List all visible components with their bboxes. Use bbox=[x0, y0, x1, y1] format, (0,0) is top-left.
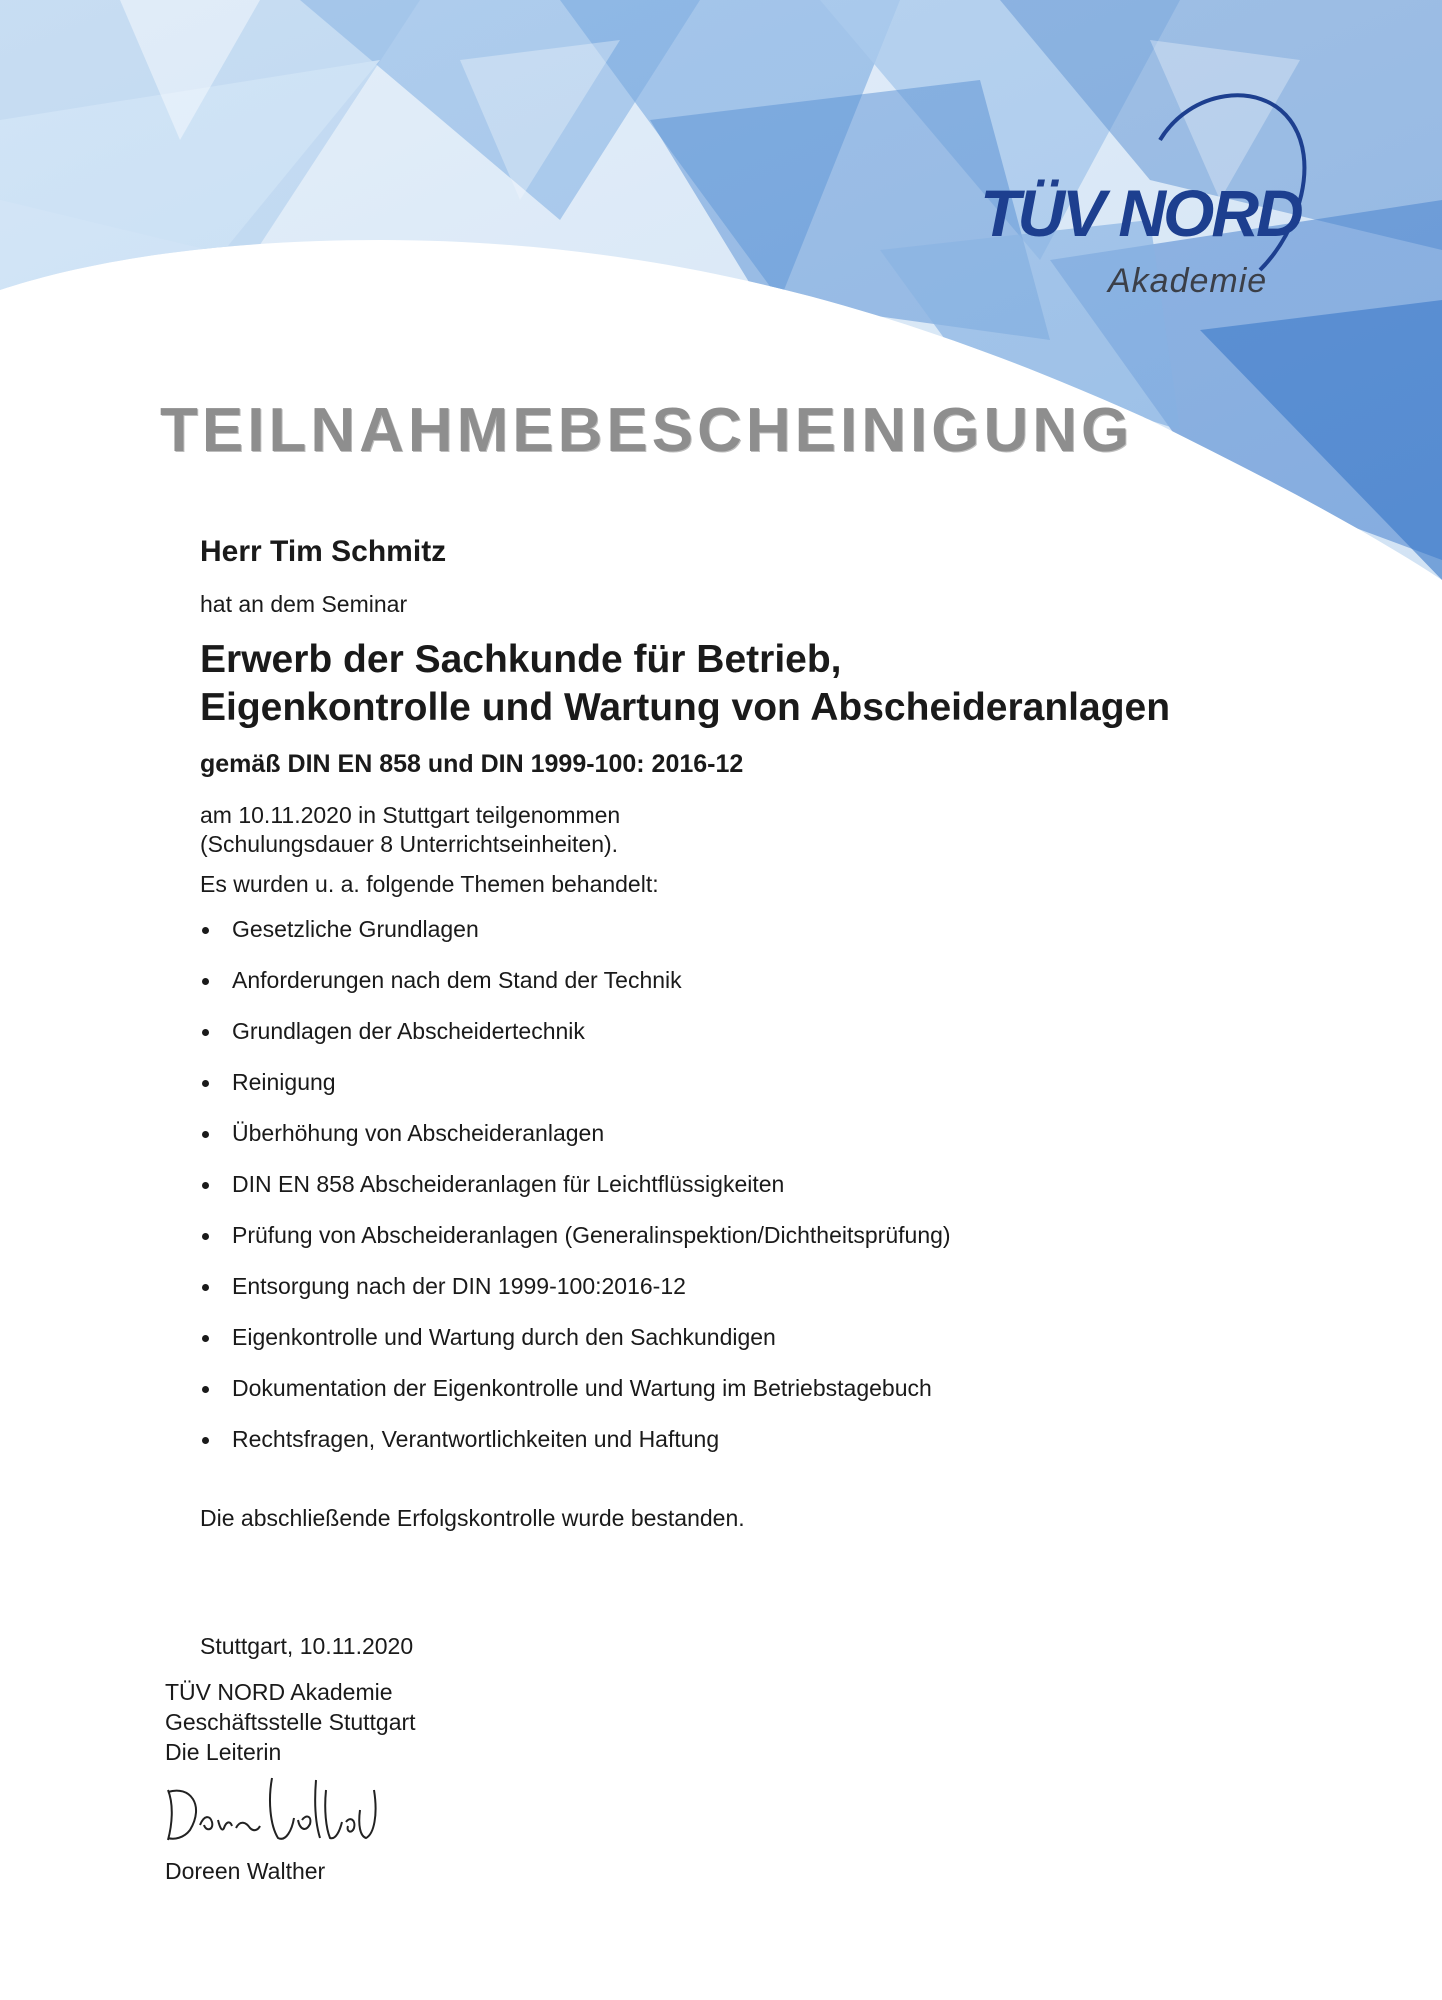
tuev-nord-logo bbox=[960, 150, 1320, 310]
topic-item: Eigenkontrolle und Wartung durch den Sachkundigen bbox=[200, 1324, 1350, 1375]
seminar-title-line-2: Eigenkontrolle und Wartung von Abscheideranlagen bbox=[200, 686, 1171, 729]
handwritten-signature bbox=[160, 1770, 400, 1850]
seminar-title-line-1: Erwerb der Sachkunde für Betrieb, bbox=[200, 638, 842, 681]
certificate-body bbox=[200, 535, 1350, 1532]
attendance-line-2: (Schulungsdauer 8 Unterrichtseinheiten). bbox=[200, 831, 619, 857]
topic-item: Entsorgung nach der DIN 1999-100:2016-12 bbox=[200, 1273, 1350, 1324]
topic-item: Rechtsfragen, Verantwortlichkeiten und Haftung bbox=[200, 1426, 1350, 1477]
issuing-organization bbox=[165, 1677, 416, 1767]
result-text: Die abschließende Erfolgskontrolle wurde bestanden. bbox=[200, 1505, 745, 1531]
place-date: Stuttgart, 10.11.2020 bbox=[200, 1633, 414, 1659]
topics-list bbox=[200, 916, 1350, 1477]
logo-brand: TÜV NORD bbox=[980, 176, 1301, 250]
seminar-title bbox=[200, 636, 1350, 732]
document-title: TEILNAHMEBESCHEINIGUNG bbox=[160, 396, 1134, 465]
seminar-norm: gemäß DIN EN 858 und DIN 1999-100: 2016-12 bbox=[200, 750, 744, 778]
logo-subtitle: Akademie bbox=[1108, 262, 1268, 300]
attendance-text bbox=[200, 801, 1350, 859]
topic-item: Gesetzliche Grundlagen bbox=[200, 916, 1350, 967]
topic-item: Überhöhung von Abscheideranlagen bbox=[200, 1120, 1350, 1171]
attendance-line-1: am 10.11.2020 in Stuttgart teilgenommen bbox=[200, 802, 621, 828]
topic-item: Dokumentation der Eigenkontrolle und Wartung im Betriebstagebuch bbox=[200, 1375, 1350, 1426]
participant-name: Herr Tim Schmitz bbox=[200, 535, 447, 568]
topic-item: Anforderungen nach dem Stand der Technik bbox=[200, 967, 1350, 1018]
intro-text: hat an dem Seminar bbox=[200, 591, 408, 617]
topic-item: Reinigung bbox=[200, 1069, 1350, 1120]
topics-intro: Es wurden u. a. folgende Themen behandelt: bbox=[200, 871, 659, 897]
topic-item: Prüfung von Abscheideranlagen (Generalinspektion/Dichtheitsprüfung) bbox=[200, 1222, 1350, 1273]
org-line-2: Geschäftsstelle Stuttgart bbox=[165, 1709, 416, 1735]
topic-item: DIN EN 858 Abscheideranlagen für Leichtflüssigkeiten bbox=[200, 1171, 1350, 1222]
org-line-3: Die Leiterin bbox=[165, 1739, 282, 1765]
topic-item: Grundlagen der Abscheidertechnik bbox=[200, 1018, 1350, 1069]
org-line-1: TÜV NORD Akademie bbox=[165, 1679, 393, 1705]
signer-name: Doreen Walther bbox=[165, 1858, 326, 1884]
